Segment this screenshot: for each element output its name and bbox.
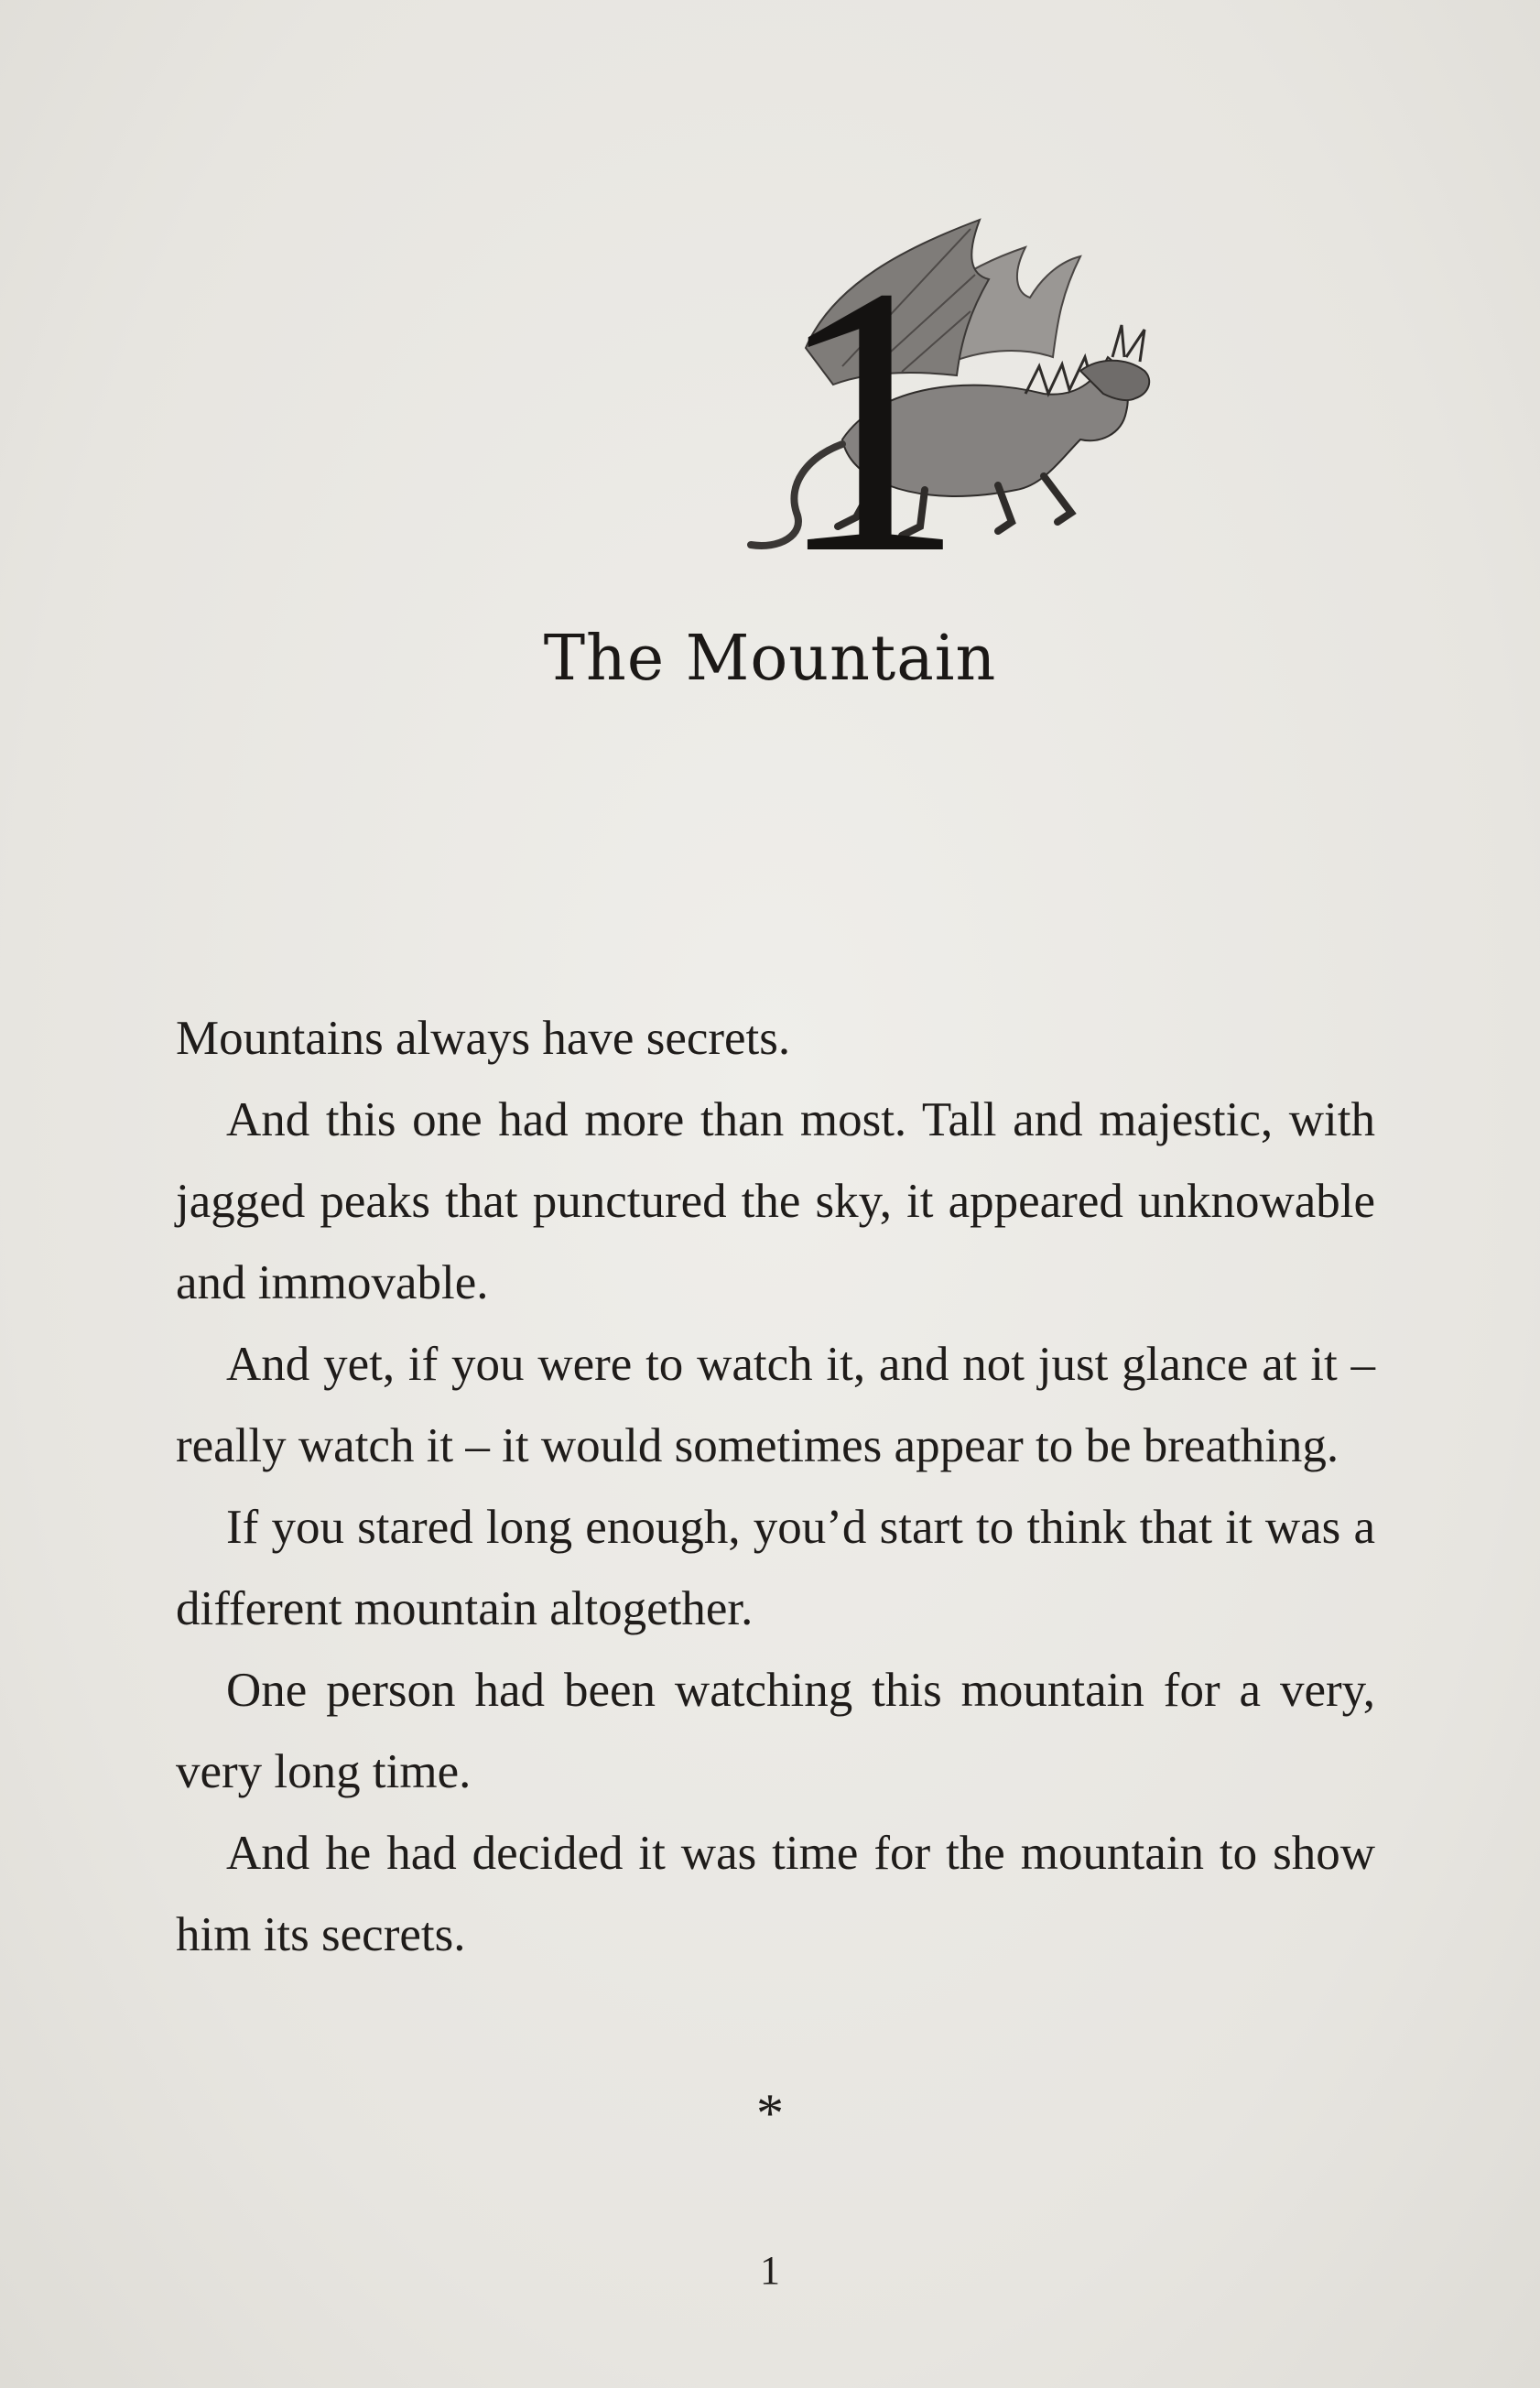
chapter-number: 1 xyxy=(774,211,966,577)
page-number: 1 xyxy=(760,2248,780,2293)
paragraph: And yet, if you were to watch it, and not just glance at it – really watch it – it would sometimes appear to be breathing. xyxy=(176,1338,1375,1472)
chapter-body xyxy=(176,998,1375,1976)
paragraph: If you stared long enough, you’d start to think that it was a different mountain altogether. xyxy=(176,1501,1375,1635)
chapter-ornament xyxy=(696,211,1172,577)
paragraph: One person had been watching this mountain for a very, very long time. xyxy=(176,1664,1375,1798)
paragraph: Mountains always have secrets. xyxy=(176,1012,791,1065)
section-break: * xyxy=(756,2083,784,2144)
chapter-title: The Mountain xyxy=(543,623,997,695)
paragraph: And this one had more than most. Tall and majestic, with jagged peaks that punctured the sky, it appeared unknowable and immovable. xyxy=(176,1093,1375,1309)
paragraph: And he had decided it was time for the mountain to show him its secrets. xyxy=(176,1827,1375,1961)
